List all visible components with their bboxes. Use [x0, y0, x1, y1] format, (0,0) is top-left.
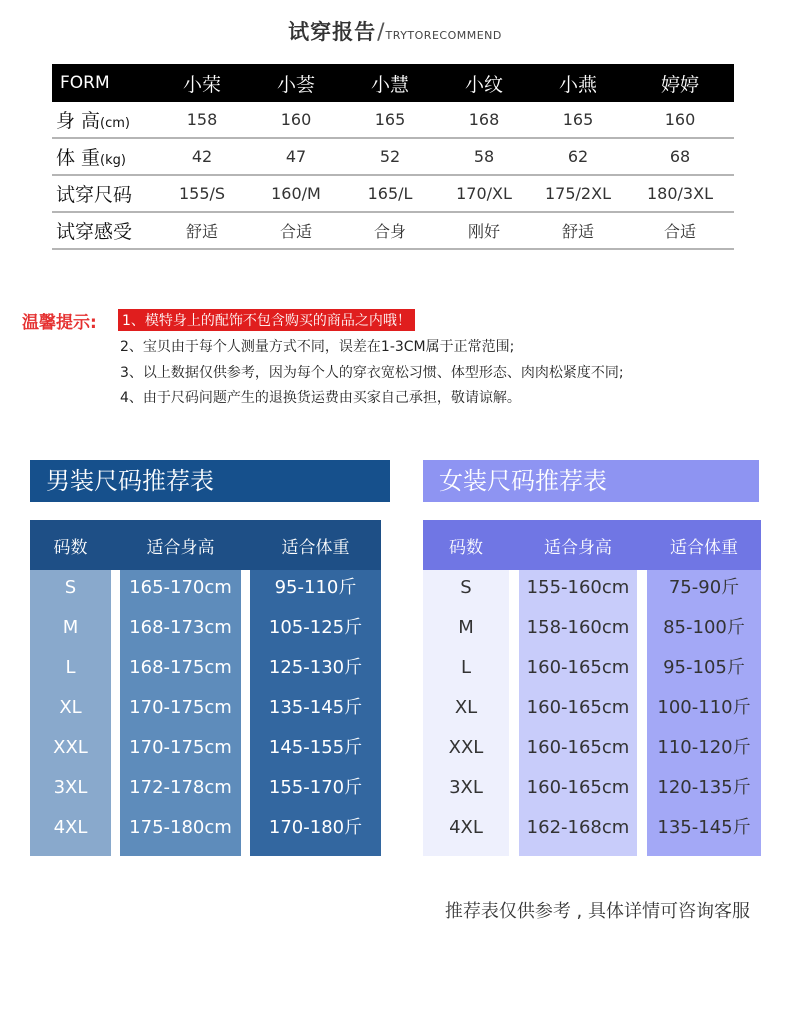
- men-size-chart: [30, 520, 381, 856]
- table-cell: 42: [154, 138, 250, 175]
- table-cell: 68: [626, 138, 734, 175]
- women-col-height: [519, 520, 637, 856]
- table-cell: 165/L: [342, 175, 438, 212]
- women-size-chart: [423, 520, 761, 856]
- height-cell: 172-178cm: [129, 777, 232, 798]
- height-cell: 170-175cm: [129, 737, 232, 758]
- size-cell: S: [64, 577, 77, 598]
- header-model: 小纹: [438, 64, 530, 102]
- row-label: [52, 175, 154, 212]
- header-model: 小慧: [342, 64, 438, 102]
- header-model: 小荣: [154, 64, 250, 102]
- table-cell: 合适: [250, 212, 342, 249]
- header-model: 小燕: [530, 64, 626, 102]
- women-col-size: [423, 520, 509, 856]
- table-cell: 170/XL: [438, 175, 530, 212]
- table-cell: 47: [250, 138, 342, 175]
- height-cell: 158-160cm: [526, 617, 630, 638]
- row-label-text: 试穿感受: [56, 221, 133, 243]
- table-row: [52, 175, 734, 212]
- footer-note: 推荐表仅供参考 , 具体详情可咨询客服: [444, 901, 750, 922]
- table-cell: 175/2XL: [530, 175, 626, 212]
- weight-cell: 95-110斤: [274, 577, 357, 598]
- size-cell: 4XL: [53, 817, 88, 838]
- size-cell: M: [458, 617, 474, 638]
- header-model: 婷婷: [626, 64, 734, 102]
- title-main: 试穿报告: [288, 20, 377, 44]
- weight-cell: 125-130斤: [268, 657, 363, 678]
- row-label: [52, 212, 154, 249]
- row-label: [52, 102, 154, 138]
- table-cell: 合适: [626, 212, 734, 249]
- men-col-size: [30, 520, 111, 856]
- weight-cell: 120-135斤: [657, 777, 751, 798]
- height-cell: 160-165cm: [526, 657, 630, 678]
- tip-item: 4、由于尺码问题产生的退换货运费由买家自己承担，敬请谅解。: [120, 390, 521, 406]
- weight-cell: 145-155斤: [268, 737, 363, 758]
- weight-cell: 170-180斤: [268, 817, 363, 838]
- try-table-header-row: [52, 64, 734, 102]
- height-cell: 162-168cm: [526, 817, 630, 838]
- table-cell: 155/S: [154, 175, 250, 212]
- weight-cell: 75-90斤: [668, 577, 740, 598]
- weight-cell: 105-125斤: [268, 617, 363, 638]
- report-title: [0, 16, 790, 46]
- table-cell: 180/3XL: [626, 175, 734, 212]
- men-header-height: 适合身高: [120, 520, 241, 570]
- height-cell: 160-165cm: [526, 737, 630, 758]
- men-col-weight: [250, 520, 381, 856]
- title-slash: /: [377, 20, 385, 45]
- tip-item: 2、宝贝由于每个人测量方式不同，误差在1-3CM属于正常范围;: [120, 339, 515, 355]
- weight-cell: 135-145斤: [657, 817, 751, 838]
- height-cell: 160-165cm: [526, 777, 630, 798]
- row-label-text: 身 高: [56, 110, 101, 132]
- table-row: [52, 102, 734, 138]
- size-cell: XL: [454, 697, 478, 718]
- tips-title: 温馨提示:: [22, 313, 97, 333]
- header-form: FORM: [52, 64, 154, 102]
- tip-item-highlight: 1、模特身上的配饰不包含购买的商品之内哦！: [118, 309, 415, 331]
- table-cell: 52: [342, 138, 438, 175]
- height-cell: 160-165cm: [526, 697, 630, 718]
- height-cell: 155-160cm: [526, 577, 630, 598]
- men-header-weight: 适合体重: [250, 520, 381, 570]
- height-cell: 175-180cm: [129, 817, 232, 838]
- size-cell: XXL: [448, 737, 484, 758]
- size-cell: S: [460, 577, 472, 598]
- size-cell: 4XL: [449, 817, 483, 838]
- tip-item: 3、以上数据仅供参考，因为每个人的穿衣宽松习惯、体型形态、肉肉松紧度不同;: [120, 365, 624, 381]
- table-row: [52, 138, 734, 175]
- table-row: [52, 212, 734, 249]
- women-header-size: 码数: [423, 520, 509, 570]
- women-col-weight: [647, 520, 761, 856]
- table-cell: 舒适: [154, 212, 250, 249]
- table-cell: 合身: [342, 212, 438, 249]
- row-label: [52, 138, 154, 175]
- try-on-table: [52, 64, 734, 250]
- row-label-text: 体 重: [56, 147, 101, 169]
- height-cell: 170-175cm: [129, 697, 232, 718]
- women-header-weight: 适合体重: [647, 520, 761, 570]
- table-cell: 160: [626, 102, 734, 138]
- weight-cell: 100-110斤: [657, 697, 751, 718]
- table-cell: 165: [530, 102, 626, 138]
- men-chart-title: 男装尺码推荐表: [30, 460, 390, 502]
- weight-cell: 155-170斤: [268, 777, 363, 798]
- size-cell: XXL: [53, 737, 88, 758]
- weight-cell: 95-105斤: [663, 657, 745, 678]
- table-cell: 158: [154, 102, 250, 138]
- table-cell: 舒适: [530, 212, 626, 249]
- size-cell: M: [62, 617, 79, 638]
- men-header-size: 码数: [30, 520, 111, 570]
- women-header-height: 适合身高: [519, 520, 637, 570]
- size-cell: 3XL: [53, 777, 88, 798]
- women-chart-title: 女装尺码推荐表: [423, 460, 759, 502]
- row-label-text: 试穿尺码: [56, 184, 133, 206]
- men-col-height: [120, 520, 241, 856]
- weight-cell: 135-145斤: [268, 697, 363, 718]
- table-cell: 160/M: [250, 175, 342, 212]
- table-cell: 160: [250, 102, 342, 138]
- table-cell: 刚好: [438, 212, 530, 249]
- height-cell: 168-173cm: [129, 617, 232, 638]
- size-cell: L: [65, 657, 76, 678]
- row-unit: (kg): [100, 153, 126, 168]
- weight-cell: 110-120斤: [657, 737, 751, 758]
- table-cell: 58: [438, 138, 530, 175]
- height-cell: 168-175cm: [129, 657, 232, 678]
- table-cell: 168: [438, 102, 530, 138]
- table-cell: 62: [530, 138, 626, 175]
- size-cell: 3XL: [449, 777, 483, 798]
- header-model: 小荟: [250, 64, 342, 102]
- height-cell: 165-170cm: [129, 577, 232, 598]
- size-cell: XL: [59, 697, 82, 718]
- row-unit: (cm): [100, 116, 131, 131]
- title-subtitle: TRYTORECOMMEND: [385, 29, 502, 42]
- size-cell: L: [460, 657, 472, 678]
- weight-cell: 85-100斤: [663, 617, 745, 638]
- table-cell: 165: [342, 102, 438, 138]
